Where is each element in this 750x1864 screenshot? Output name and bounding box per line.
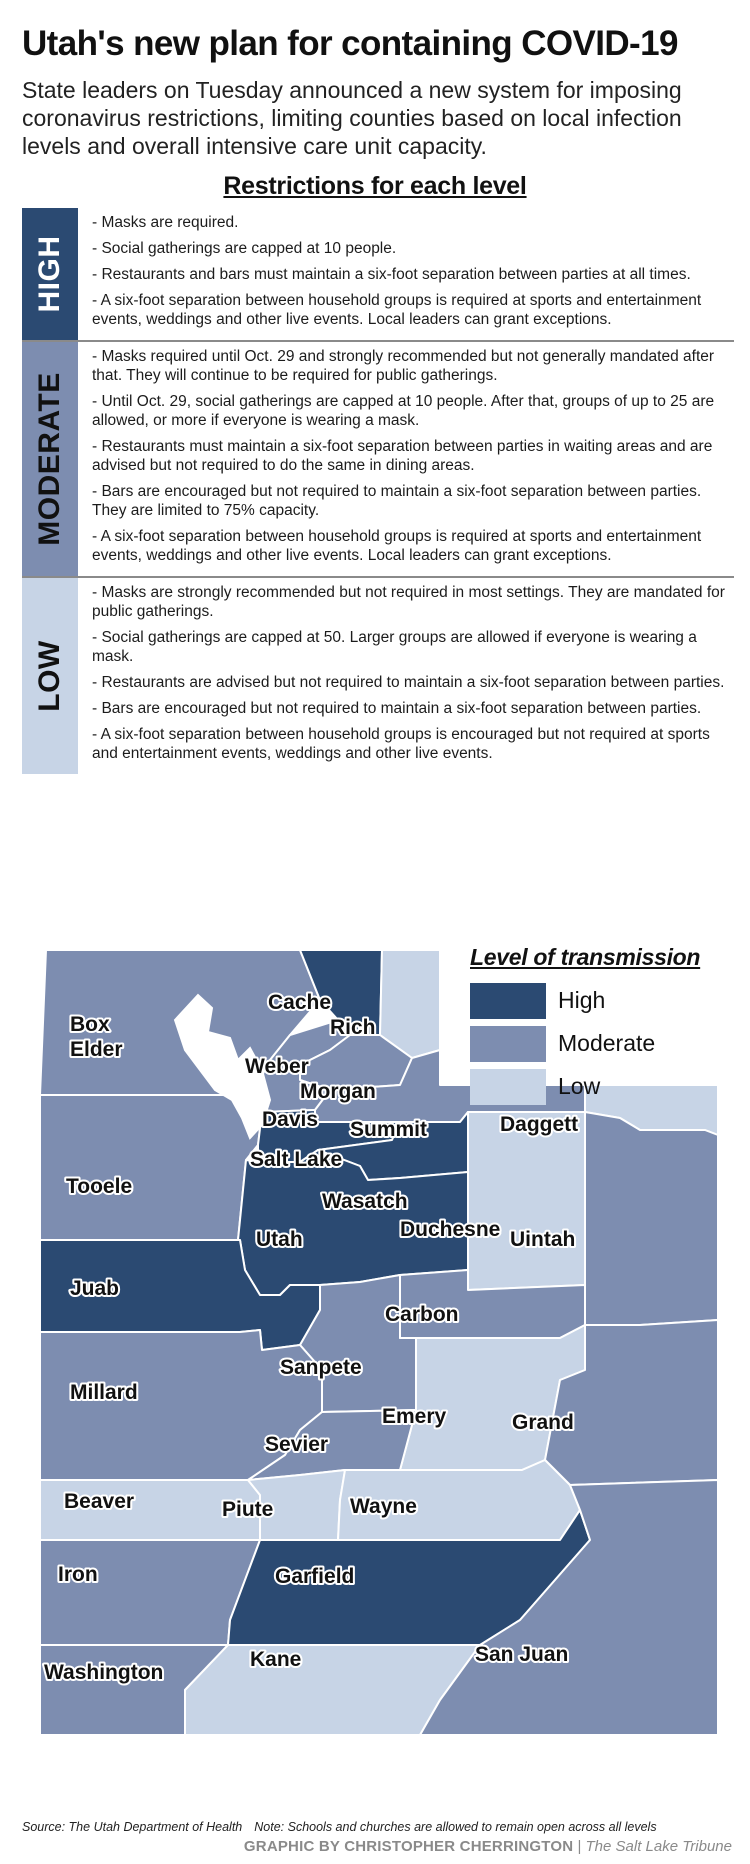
county-label-sanpete: Sanpete [280,1356,362,1379]
rule-item: - Social gatherings are capped at 10 people. [92,240,397,257]
county-label-juab: Juab [70,1277,120,1300]
legend-item-high [470,979,740,1022]
county-label-emery: Emery [382,1405,447,1428]
rule-item: - A six-foot separation between household groups is required at sports and entertainment events, weddings and other live events. Local leaders can grant exceptions. [92,528,702,564]
county-label-weber: Weber [245,1055,309,1078]
utah-county-map [0,940,750,1820]
rule-item: - Restaurants are advised but not required to maintain a six-foot separation between parties. [92,674,725,691]
county-label-beaver: Beaver [64,1490,135,1513]
county-duchesne [468,1112,585,1290]
source-text: Source: The Utah Department of Health [22,1820,243,1834]
legend-item-low [470,1065,740,1108]
page-title: Utah's new plan for containing COVID-19 [22,24,678,63]
level-high [22,208,734,342]
rule-item: - Restaurants must maintain a six-foot separation between parties in waiting areas and are advised but not required to do the same in dining areas. [92,438,713,474]
county-label-box-elder: Box Elder [70,1013,123,1061]
county-label-kane: Kane [250,1648,302,1671]
lede-text: State leaders on Tuesday announced a new system for imposing coronavirus restrictions, limiting counties based on local infection levels and overall intensive care unit capacity. [22,77,682,159]
legend-swatch-moderate [470,1026,546,1062]
rule-item: - A six-foot separation between household groups is encouraged but not required at sports and entertainment events, weddings and other live events. [92,726,710,762]
level-low-label: LOW [33,640,66,712]
legend-label-high: High [558,987,606,1013]
level-moderate-label: MODERATE [33,372,66,546]
legend-swatch-high [470,983,546,1019]
legend-swatch-low [470,1069,546,1105]
note-text: Note: Schools and churches are allowed to remain open across all levels [254,1820,657,1834]
county-label-millard: Millard [70,1381,138,1404]
level-moderate-rules [78,342,734,576]
county-label-davis: Davis [262,1108,319,1131]
level-high-label: HIGH [33,235,66,313]
rule-item: - Masks required until Oct. 29 and strongly recommended but not generally mandated after that. They will continue to be required for public gatherings. [92,348,715,384]
county-label-rich: Rich [330,1016,376,1039]
level-low-bar [22,578,78,774]
level-low-rules [78,578,734,774]
legend-label-moderate: Moderate [558,1030,656,1056]
county-label-morgan: Morgan [300,1080,376,1103]
county-label-wasatch: Wasatch [322,1190,408,1213]
county-label-washington: Washington [44,1661,164,1684]
credit-outlet: The Salt Lake Tribune [585,1838,732,1855]
county-label-daggett: Daggett [500,1113,579,1136]
level-high-rules [78,208,734,340]
county-label-tooele: Tooele [66,1175,133,1198]
map-legend [470,944,740,1108]
county-label-sevier: Sevier [265,1433,329,1456]
legend-item-moderate [470,1022,740,1065]
rule-item: - Restaurants and bars must maintain a six-foot separation between parties at all times. [92,266,691,283]
county-label-cache: Cache [268,991,332,1014]
rule-item: - Until Oct. 29, social gatherings are capped at 10 people. After that, groups of up to 25 are allowed, or more if everyone is wearing a mask. [92,393,715,429]
restrictions-subhead: Restrictions for each level [223,172,527,200]
county-label-salt-lake: Salt Lake [250,1148,343,1171]
level-high-bar [22,208,78,340]
level-moderate-bar [22,342,78,576]
county-label-wayne: Wayne [350,1495,417,1518]
county-label-utah: Utah [256,1228,303,1251]
rule-item: - Masks are strongly recommended but not required in most settings. They are mandated for public gatherings. [92,584,725,620]
rule-item: - A six-foot separation between household groups is required at sports and entertainment events, weddings and other live events. Local leaders can grant exceptions. [92,292,702,328]
source-line [22,1820,734,1834]
county-label-duchesne: Duchesne [400,1218,501,1241]
credit-graphic: GRAPHIC BY CHRISTOPHER CHERRINGTON [243,1838,574,1855]
level-moderate [22,342,734,578]
legend-label-low: Low [558,1073,601,1099]
county-label-piute: Piute [222,1498,274,1521]
restriction-levels [22,208,734,774]
rule-item: - Bars are encouraged but not required to maintain a six-foot separation between parties. They are limited to 75% capacity. [92,483,702,519]
rule-item: - Masks are required. [92,214,239,231]
county-label-carbon: Carbon [385,1303,459,1326]
county-label-san-juan: San Juan [475,1643,569,1666]
level-low [22,578,734,774]
county-label-grand: Grand [512,1411,574,1434]
county-label-garfield: Garfield [275,1565,355,1588]
county-iron [40,1540,260,1645]
credit-separator: | [577,1838,582,1855]
legend-title: Level of transmission [470,944,701,970]
county-label-summit: Summit [350,1118,428,1141]
county-tooele [40,1095,262,1240]
rule-item: - Social gatherings are capped at 50. Larger groups are allowed if everyone is wearing a mask. [92,629,697,665]
rule-item: - Bars are encouraged but not required to maintain a six-foot separation between parties. [92,700,702,717]
county-label-uintah: Uintah [510,1228,576,1251]
county-uintah [585,1112,718,1325]
county-label-iron: Iron [58,1563,98,1586]
credit-line [244,1838,732,1855]
